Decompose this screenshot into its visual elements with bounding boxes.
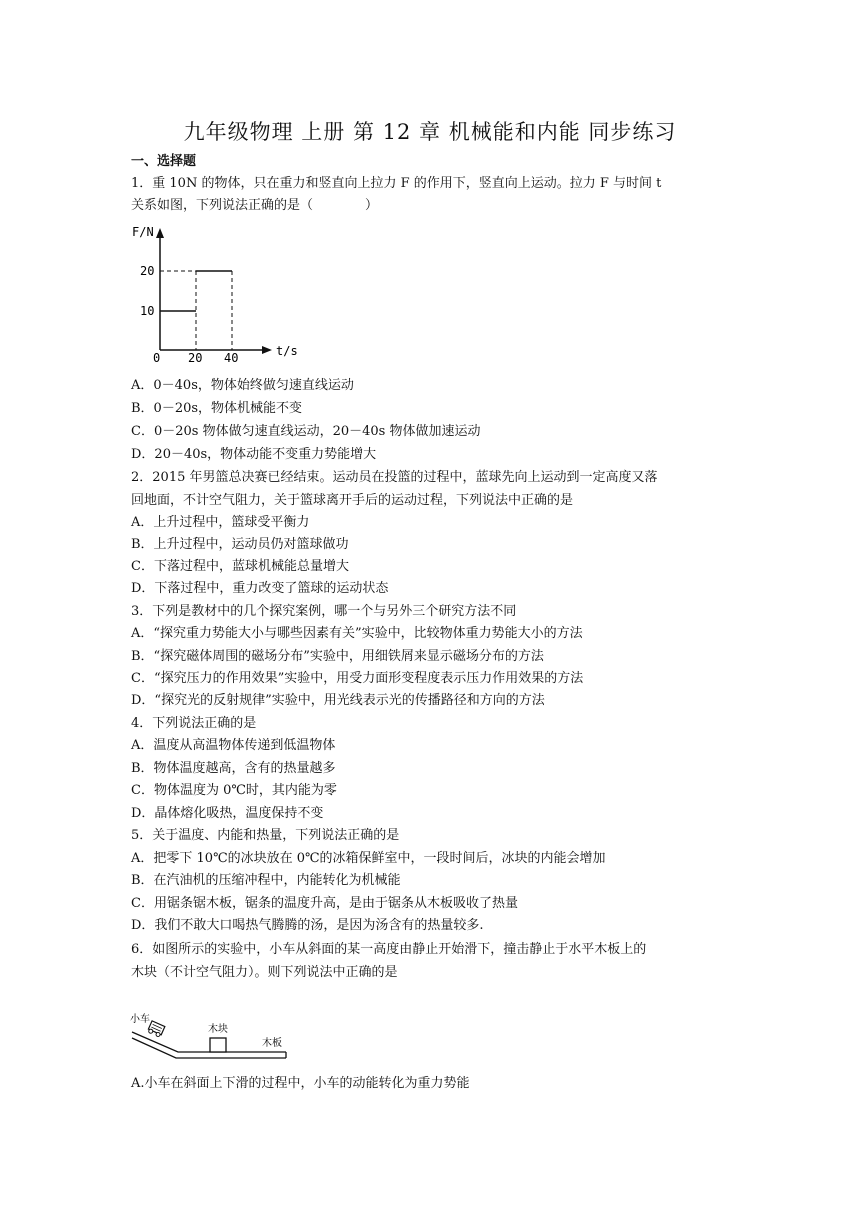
question-1-option-b: B．0－20s，物体机械能不变 [131, 401, 303, 416]
x-axis-label: t/s [276, 344, 298, 358]
question-3-option-a: A．“探究重力势能大小与哪些因素有关”实验中，比较物体重力势能大小的方法 [131, 626, 583, 641]
question-3-option-c: C．“探究压力的作用效果”实验中，用受力面形变程度表示压力作用效果的方法 [131, 671, 584, 686]
question-1-option-a: A．0－40s，物体始终做匀速直线运动 [131, 378, 354, 393]
question-3-option-d: D．“探究光的反射规律”实验中，用光线表示光的传播路径和方向的方法 [131, 693, 545, 708]
question-1-stem-line-2: 关系如图，下列说法正确的是（ ） [131, 198, 379, 213]
question-6-stem-line-1: 6．如图所示的实验中，小车从斜面的某一高度由静止开始滑下，撞击静止于水平木板上的 [131, 942, 647, 957]
x-tick-40: 40 [224, 351, 239, 362]
section-heading: 一、选择题 [131, 154, 197, 169]
question-4-option-d: D．晶体熔化吸热，温度保持不变 [131, 806, 324, 821]
question-2-option-d: D．下落过程中，重力改变了篮球的运动状态 [131, 581, 389, 596]
question-5-option-b: B．在汽油机的压缩冲程中，内能转化为机械能 [131, 873, 401, 888]
y-axis-label: F/N [132, 225, 154, 239]
y-tick-10: 10 [140, 304, 155, 318]
page-title: 九年级物理 上册 第 12 章 机械能和内能 同步练习 [183, 120, 677, 144]
label-cart: 小车 [130, 1014, 150, 1025]
question-5-option-c: C．用锯条锯木板，锯条的温度升高，是由于锯条从木板吸收了热量 [131, 896, 518, 911]
question-2-stem-line-2: 回地面，不计空气阻力，关于篮球离开手后的运动过程，下列说法中正确的是 [131, 493, 574, 508]
x-axis-arrow [262, 346, 272, 354]
question-3-option-b: B．“探究磁体周围的磁场分布”实验中，用细铁屑来显示磁场分布的方法 [131, 649, 544, 664]
label-block: 木块 [208, 1024, 228, 1035]
question-1-option-d: D．20－40s，物体动能不变重力势能增大 [131, 447, 377, 462]
question-2-option-a: A．上升过程中，篮球受平衡力 [131, 515, 310, 530]
question-1-stem-line-1: 1．重 10N 的物体，只在重力和竖直向上拉力 F 的作用下，竖直向上运动。拉力 F 与时间 t [131, 176, 662, 191]
force-time-graph [128, 222, 308, 362]
x-tick-0: 0 [153, 351, 161, 362]
question-4-option-a: A．温度从高温物体传递到低温物体 [131, 738, 336, 753]
question-1-option-c: C．0－20s 物体做匀速直线运动，20－40s 物体做加速运动 [131, 424, 481, 439]
question-6-stem-line-2: 木块（不计空气阻力）。则下列说法中正确的是 [131, 965, 398, 980]
question-4-option-c: C．物体温度为 0℃时，其内能为零 [131, 783, 337, 798]
label-board: 木板 [262, 1038, 282, 1049]
question-5-option-a: A．把零下 10℃的冰块放在 0℃的冰箱保鲜室中，一段时间后，冰块的内能会增加 [131, 851, 606, 866]
question-4-stem: 4．下列说法正确的是 [131, 716, 257, 731]
incline-cart-block-figure [128, 1012, 293, 1070]
question-2-option-b: B．上升过程中，运动员仍对篮球做功 [131, 537, 349, 552]
question-2-option-c: C．下落过程中，蓝球机械能总量增大 [131, 559, 349, 574]
question-5-stem: 5．关于温度、内能和热量，下列说法正确的是 [131, 828, 400, 843]
question-2-stem-line-1: 2．2015 年男篮总决赛已经结束。运动员在投篮的过程中，蓝球先向上运动到一定高度又落 [131, 470, 658, 485]
x-tick-20: 20 [188, 351, 203, 362]
question-3-stem: 3．下列是教材中的几个探究案例，哪一个与另外三个研究方法不同 [131, 604, 517, 619]
question-6-option-a: A.小车在斜面上下滑的过程中，小车的动能转化为重力势能 [131, 1076, 470, 1091]
question-4-option-b: B．物体温度越高，含有的热量越多 [131, 761, 336, 776]
y-tick-20: 20 [140, 264, 155, 278]
question-5-option-d: D．我们不敢大口喝热气腾腾的汤，是因为汤含有的热量较多. [131, 918, 484, 933]
block-shape [210, 1038, 226, 1052]
y-axis-arrow [156, 228, 164, 238]
